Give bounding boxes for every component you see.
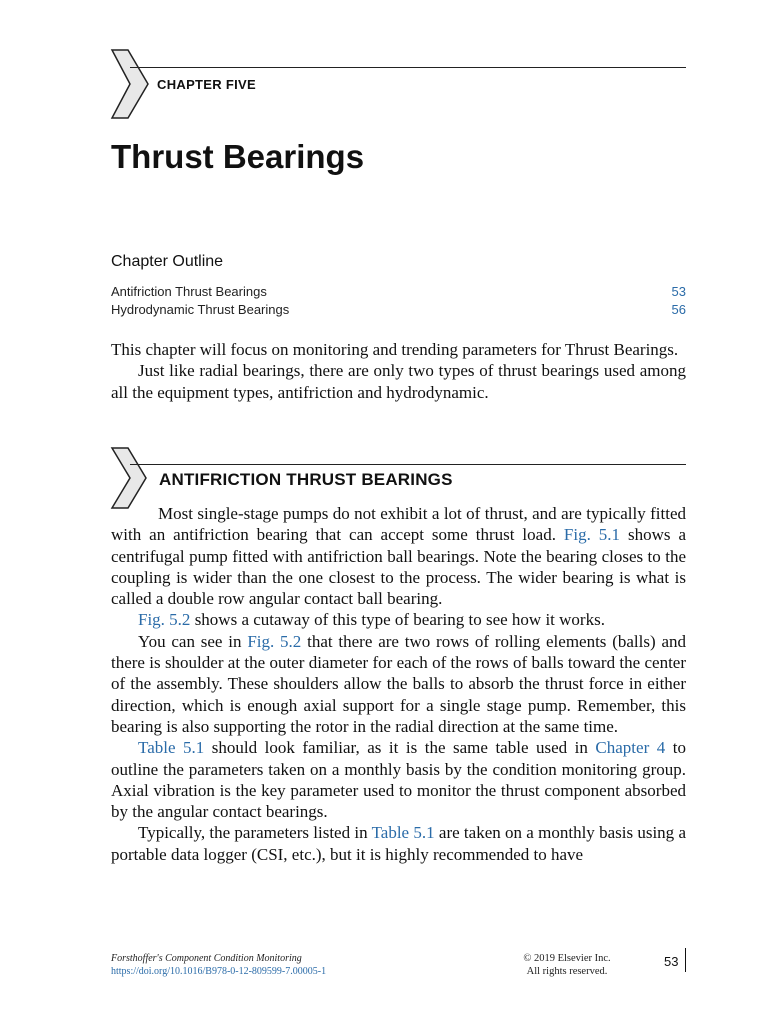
body-text: are taken on a monthly basis using a portable data logger (CSI, etc.), but it is highly recommended to have — [111, 823, 687, 864]
book-title: Forsthoffer's Component Condition Monitoring — [111, 953, 302, 964]
toc-item-title: Antifriction Thrust Bearings — [111, 284, 267, 299]
section-body — [111, 503, 686, 865]
section-rule — [130, 464, 686, 465]
intro-paragraph: Just like radial bearings, there are only two types of thrust bearings used among all the equipment types, antifriction and hydrodynamic. — [111, 361, 686, 402]
chapter-rule — [130, 67, 686, 68]
toc-item-title: Hydrodynamic Thrust Bearings — [111, 302, 290, 317]
body-text: to outline the parameters taken on a monthly basis by the condition monitoring group. Axial vibration is the key parameter used to monitor the thrust component absorbed by the angular contact bearings. — [111, 738, 686, 822]
table-link[interactable]: Table 5.1 — [371, 823, 435, 843]
intro-text — [111, 339, 686, 403]
copyright-line: © 2019 Elsevier Inc. — [523, 953, 611, 964]
chapter-link[interactable]: Chapter 4 — [595, 738, 666, 758]
body-paragraph — [111, 631, 686, 737]
body-text: You can see in — [138, 631, 242, 651]
body-text: should look familiar, as it is the same table used in — [211, 738, 588, 758]
figure-link[interactable]: Fig. 5.2 — [138, 610, 191, 630]
section-chevron-icon — [108, 446, 152, 510]
intro-paragraph: This chapter will focus on monitoring and trending parameters for Thrust Bearings. — [111, 340, 679, 359]
section-heading: ANTIFRICTION THRUST BEARINGS — [159, 470, 453, 489]
body-paragraph — [111, 609, 686, 630]
toc-item-page[interactable]: 53 — [671, 284, 686, 299]
chapter-title: Thrust Bearings — [111, 138, 365, 175]
chapter-chevron-icon — [108, 48, 152, 120]
body-text: Most single-stage pumps do not exhibit a lot of thrust, and are typically fitted with an antifriction bearing that can accept some thrust load. — [111, 504, 686, 545]
body-paragraph — [111, 503, 686, 609]
body-paragraph — [111, 822, 686, 865]
toc-item[interactable] — [111, 284, 686, 299]
page-number-rule — [685, 948, 686, 972]
chapter-label: CHAPTER FIVE — [157, 77, 256, 92]
toc-item[interactable] — [111, 302, 686, 317]
body-text: that there are two rows of rolling elements (balls) and there is shoulder at the outer diameter for each of the rows of balls toward the center of the assembly. These shoulders allow the balls to absorb the thrust force in either direction, which is enough axial support for a single stage pump. Remember, this bearing is also supporting the rotor in the radial direction at the same time. — [111, 631, 687, 736]
figure-link[interactable]: Fig. 5.1 — [563, 525, 621, 545]
body-text: shows a centrifugal pump fitted with antifriction ball bearings. Note the bearing closes to the coupling is wider than the one closest to the process. The wider bearing is what is called a double row angular contact ball bearing. — [111, 525, 687, 609]
outline-heading: Chapter Outline — [111, 253, 224, 270]
page-number: 53 — [664, 954, 679, 969]
body-paragraph — [111, 737, 686, 822]
footer-citation — [111, 952, 326, 978]
toc-item-page[interactable]: 56 — [671, 302, 686, 317]
copyright-notice — [508, 952, 626, 978]
doi-link[interactable]: https://doi.org/10.1016/B978-0-12-809599-7.00005-1 — [111, 966, 327, 977]
body-text: Typically, the parameters listed in — [138, 823, 368, 843]
table-link[interactable]: Table 5.1 — [138, 738, 205, 758]
figure-link[interactable]: Fig. 5.2 — [247, 631, 302, 651]
body-text: shows a cutaway of this type of bearing to see how it works. — [194, 610, 605, 630]
rights-line: All rights reserved. — [526, 966, 608, 977]
